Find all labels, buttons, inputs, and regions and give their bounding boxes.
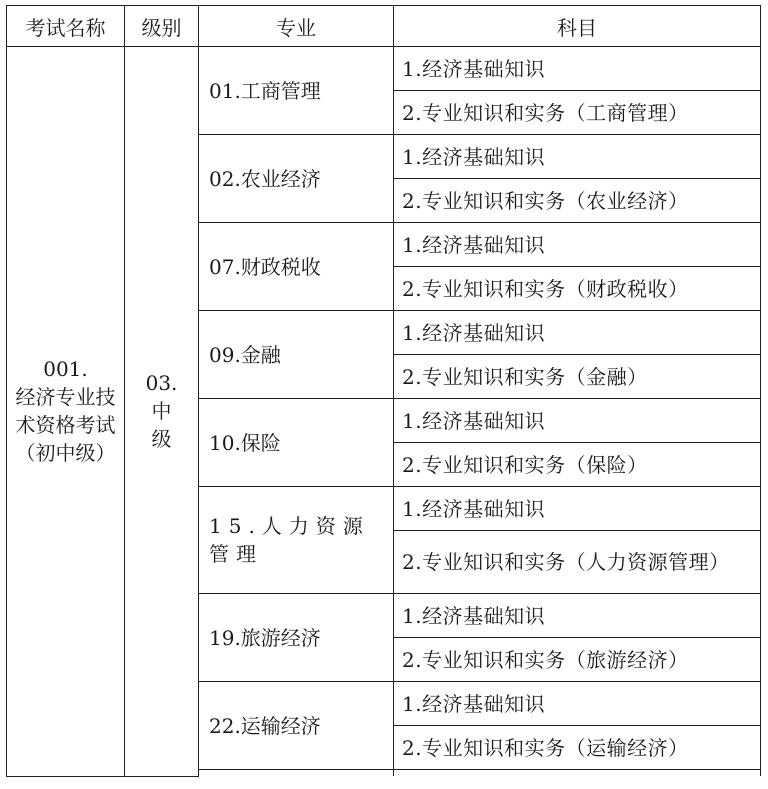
subject-cell: 1.经济基础知识 xyxy=(394,487,761,531)
subject-cell: 2.专业知识和实务（旅游经济） xyxy=(394,638,761,682)
exam-subject-table xyxy=(6,5,761,777)
header-level: 级别 xyxy=(125,6,199,47)
major-cell: 15.人力资源管理 xyxy=(199,487,394,594)
major-cell: 02.农业经济 xyxy=(199,135,394,223)
subject-cell: 1.经济基础知识 xyxy=(394,682,761,726)
major-cell: 10.保险 xyxy=(199,399,394,487)
exam-code: 001. xyxy=(43,357,88,382)
major-cell: 01.工商管理 xyxy=(199,47,394,135)
subject-cell: 2.专业知识和实务（金融） xyxy=(394,355,761,399)
exam-subject-table-container xyxy=(6,5,760,777)
subject-cell: 1.经济基础知识 xyxy=(394,135,761,179)
major-cell: 22.运输经济 xyxy=(199,682,394,770)
subject-cell: 2.专业知识和实务（运输经济） xyxy=(394,726,761,770)
subject-cell: 1.经济基础知识 xyxy=(394,311,761,355)
header-exam-name: 考试名称 xyxy=(7,6,125,47)
table-row xyxy=(7,47,761,91)
subject-cell: 2.专业知识和实务（农业经济） xyxy=(394,179,761,223)
exam-name: 经济专业技术资格考试（初中级） xyxy=(15,385,116,466)
empty-major-cell xyxy=(199,770,394,777)
subject-cell: 2.专业知识和实务（保险） xyxy=(394,443,761,487)
header-row xyxy=(7,6,761,47)
subject-cell: 2.专业知识和实务（工商管理） xyxy=(394,91,761,135)
subject-cell: 2.专业知识和实务（财政税收） xyxy=(394,267,761,311)
header-subject: 科目 xyxy=(394,6,761,47)
header-major: 专业 xyxy=(199,6,394,47)
major-cell: 07.财政税收 xyxy=(199,223,394,311)
level-code: 03. xyxy=(145,371,178,396)
level-name: 中级 xyxy=(151,399,172,452)
subject-cell: 1.经济基础知识 xyxy=(394,223,761,267)
level-cell xyxy=(125,47,199,777)
subject-cell: 2.专业知识和实务（人力资源管理） xyxy=(394,531,761,594)
subject-cell: 1.经济基础知识 xyxy=(394,47,761,91)
major-cell: 19.旅游经济 xyxy=(199,594,394,682)
major-cell: 09.金融 xyxy=(199,311,394,399)
empty-subject-cell xyxy=(394,770,761,777)
subject-cell: 1.经济基础知识 xyxy=(394,594,761,638)
subject-cell: 1.经济基础知识 xyxy=(394,399,761,443)
exam-name-cell xyxy=(7,47,125,777)
